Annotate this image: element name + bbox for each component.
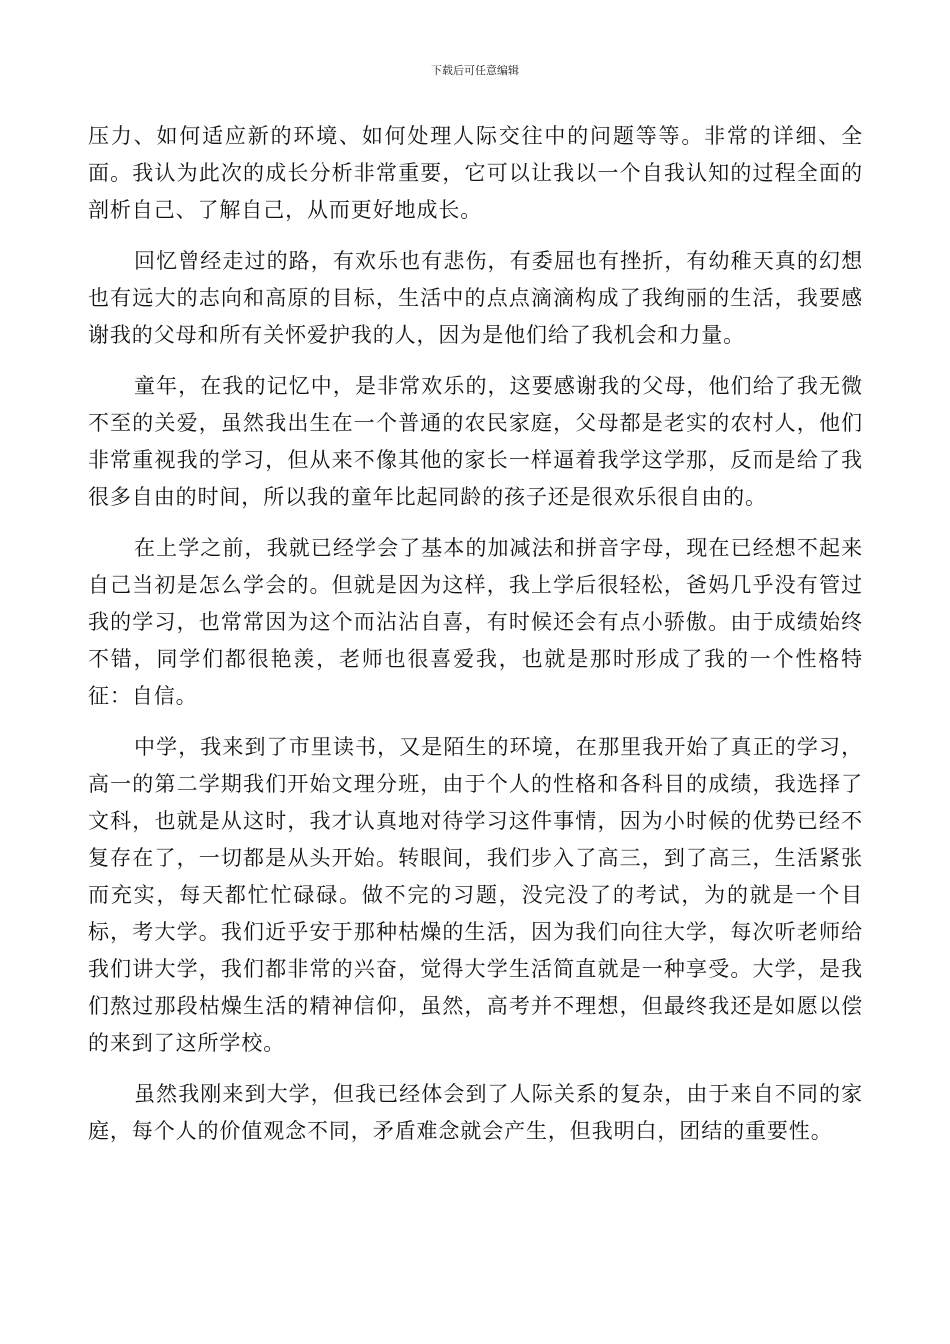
paragraph-3: 童年，在我的记忆中，是非常欢乐的，这要感谢我的父母，他们给了我无微不至的关爱，虽然我出生在一个普通的农民家庭，父母都是老实的农村人，他们非常重视我的学习，但从来不像其他的家长一样逼着我学这学那，反而是给了我很多自由的时间，所以我的童年比起同龄的孩子还是很欢乐很自由的。 [88,374,863,509]
page-header: 下载后可任意编辑 [431,64,519,77]
paragraph-6: 虽然我刚来到大学，但我已经体会到了人际关系的复杂，由于来自不同的家庭，每个人的价值观念不同，矛盾难念就会产生，但我明白，团结的重要性。 [88,1082,863,1143]
paragraph-2: 回忆曾经走过的路，有欢乐也有悲伤，有委屈也有挫折，有幼稚天真的幻想也有远大的志向和高原的目标，生活中的点点滴滴构成了我绚丽的生活，我要感谢我的父母和所有关怀爱护我的人，因为是他们给了我机会和力量。 [88,249,863,347]
paragraph-1: 压力、如何适应新的环境、如何处理人际交往中的问题等等。非常的详细、全面。我认为此次的成长分析非常重要，它可以让我以一个自我认知的过程全面的剖析自己、了解自己，从而更好地成长。 [88,124,863,222]
document-body [88,118,863,1164]
paragraph-5: 中学，我来到了市里读书，又是陌生的环境，在那里我开始了真正的学习，高一的第二学期我们开始文理分班，由于个人的性格和各科目的成绩，我选择了文科，也就是从这时，我才认真地对待学习这件事情，因为小时候的优势已经不复存在了，一切都是从头开始。转眼间，我们步入了高三，到了高三，生活紧张而充实，每天都忙忙碌碌。做不完的习题，没完没了的考试，为的就是一个目标，考大学。我们近乎安于那种枯燥的生活，因为我们向往大学，每次听老师给我们讲大学，我们都非常的兴奋，觉得大学生活简直就是一种享受。大学，是我们熬过那段枯燥生活的精神信仰，虽然，高考并不理想，但最终我还是如愿以偿的来到了这所学校。 [88,735,863,1055]
paragraph-4: 在上学之前，我就已经学会了基本的加减法和拼音字母，现在已经想不起来自己当初是怎么学会的。但就是因为这样，我上学后很轻松，爸妈几乎没有管过我的学习，也常常因为这个而沾沾自喜，有时候还会有点小骄傲。由于成绩始终不错，同学们都很艳羡，老师也很喜爱我，也就是那时形成了我的一个性格特征：自信。 [88,536,863,708]
